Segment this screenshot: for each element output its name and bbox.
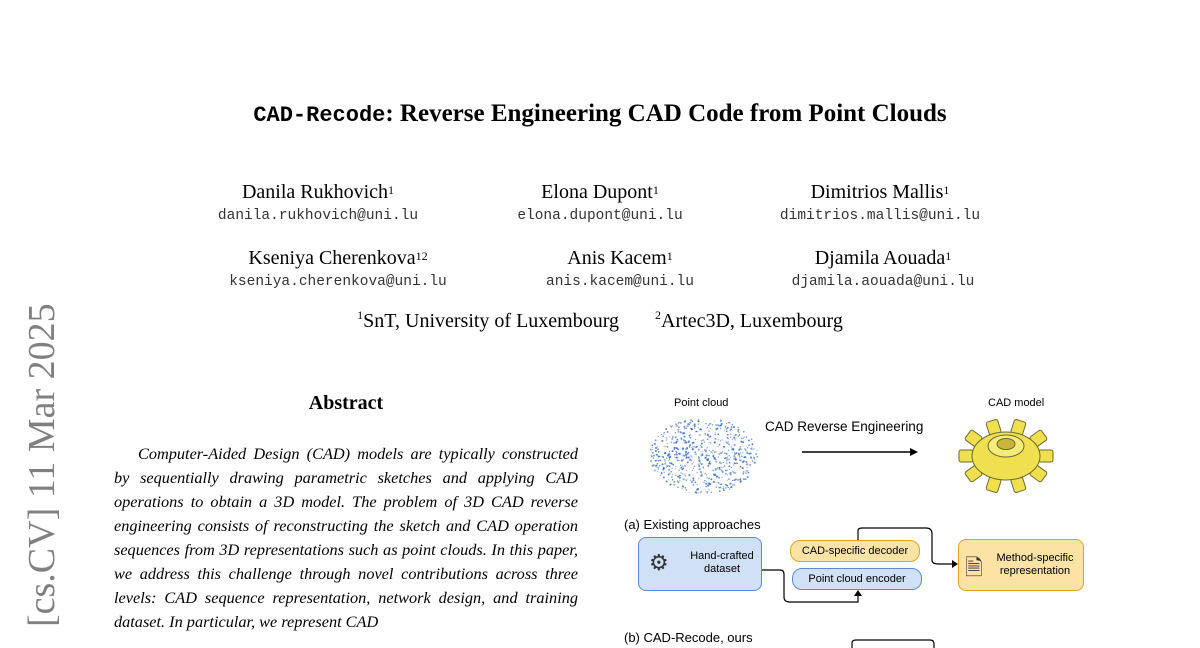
author-email[interactable]: anis.kacem@uni.lu	[546, 274, 694, 290]
author-3	[730, 180, 1030, 224]
title-code-name: CAD-Recode	[253, 103, 386, 128]
author-name: Elona Dupont	[541, 181, 653, 203]
affil-sup-1: 1	[357, 308, 364, 322]
author-4	[188, 246, 488, 290]
author-name: Danila Rukhovich	[241, 181, 389, 203]
author-1	[168, 180, 468, 224]
author-5	[470, 246, 770, 290]
author-2	[450, 180, 750, 224]
author-sup: 1	[943, 183, 950, 197]
point-cloud-encoder-box: Point cloud encoder	[792, 568, 922, 590]
gears-icon: ⚙	[649, 550, 669, 575]
author-sup: 1	[388, 183, 395, 197]
author-email[interactable]: danila.rukhovich@uni.lu	[217, 208, 419, 224]
author-name: Dimitrios Mallis	[810, 181, 944, 203]
author-sup: 1	[652, 183, 659, 197]
author-email[interactable]: djamila.aouada@uni.lu	[791, 274, 975, 290]
author-email[interactable]: dimitrios.mallis@uni.lu	[779, 208, 981, 224]
cad-specific-decoder-box: CAD-specific decoder	[790, 540, 920, 562]
section-b-label: (b) CAD-Recode, ours	[624, 630, 753, 645]
point-cloud-label: Point cloud	[674, 397, 729, 409]
author-sup: 12	[415, 249, 428, 263]
author-email[interactable]: kseniya.cherenkova@uni.lu	[229, 274, 447, 290]
author-sup: 1	[945, 249, 952, 263]
author-6	[733, 246, 1033, 290]
author-name: Djamila Aouada	[814, 247, 946, 269]
author-name: Anis Kacem	[567, 247, 667, 269]
affil-2: Artec3D, Luxembourg	[661, 310, 843, 332]
method-specific-representation-box	[958, 539, 1084, 591]
flow-connectors	[620, 394, 1100, 648]
arrow-label: CAD Reverse Engineering	[765, 419, 924, 434]
author-email[interactable]: elona.dupont@uni.lu	[517, 208, 683, 224]
abstract-body	[114, 442, 578, 634]
affil-sup-2: 2	[655, 308, 662, 322]
abstract-heading: Abstract	[308, 392, 384, 414]
document-icon: 🗎	[965, 555, 983, 580]
abstract-text: Computer-Aided Design (CAD) models are typically constructed by sequentially drawing parametric sketches and applying CAD operations to obtain a 3D model. The problem of 3D CAD reverse engineering consists of reconstructing the sketch and CAD operation sequences from 3D representations such as point clouds. In this paper, we address this challenge through novel contributions across three levels: CAD sequence representation, network design, and training dataset. In particular, we represent CAD	[114, 444, 578, 631]
author-sup: 1	[666, 249, 673, 263]
cad-model-label: CAD model	[988, 397, 1045, 409]
section-a-label: (a) Existing approaches	[624, 517, 761, 532]
title-rest: : Reverse Engineering CAD Code from Point Clouds	[385, 100, 947, 127]
author-name: Kseniya Cherenkova	[248, 247, 416, 269]
paper-title	[0, 100, 1200, 128]
method-specific-label: Method-specific representation	[996, 552, 1074, 577]
hand-crafted-label: Hand-crafted dataset	[690, 550, 754, 575]
affiliations	[0, 310, 1200, 333]
arxiv-stamp: [cs.CV] 11 Mar 2025	[21, 303, 63, 627]
teaser-figure	[620, 394, 1100, 648]
affil-1: SnT, University of Luxembourg	[363, 310, 620, 332]
